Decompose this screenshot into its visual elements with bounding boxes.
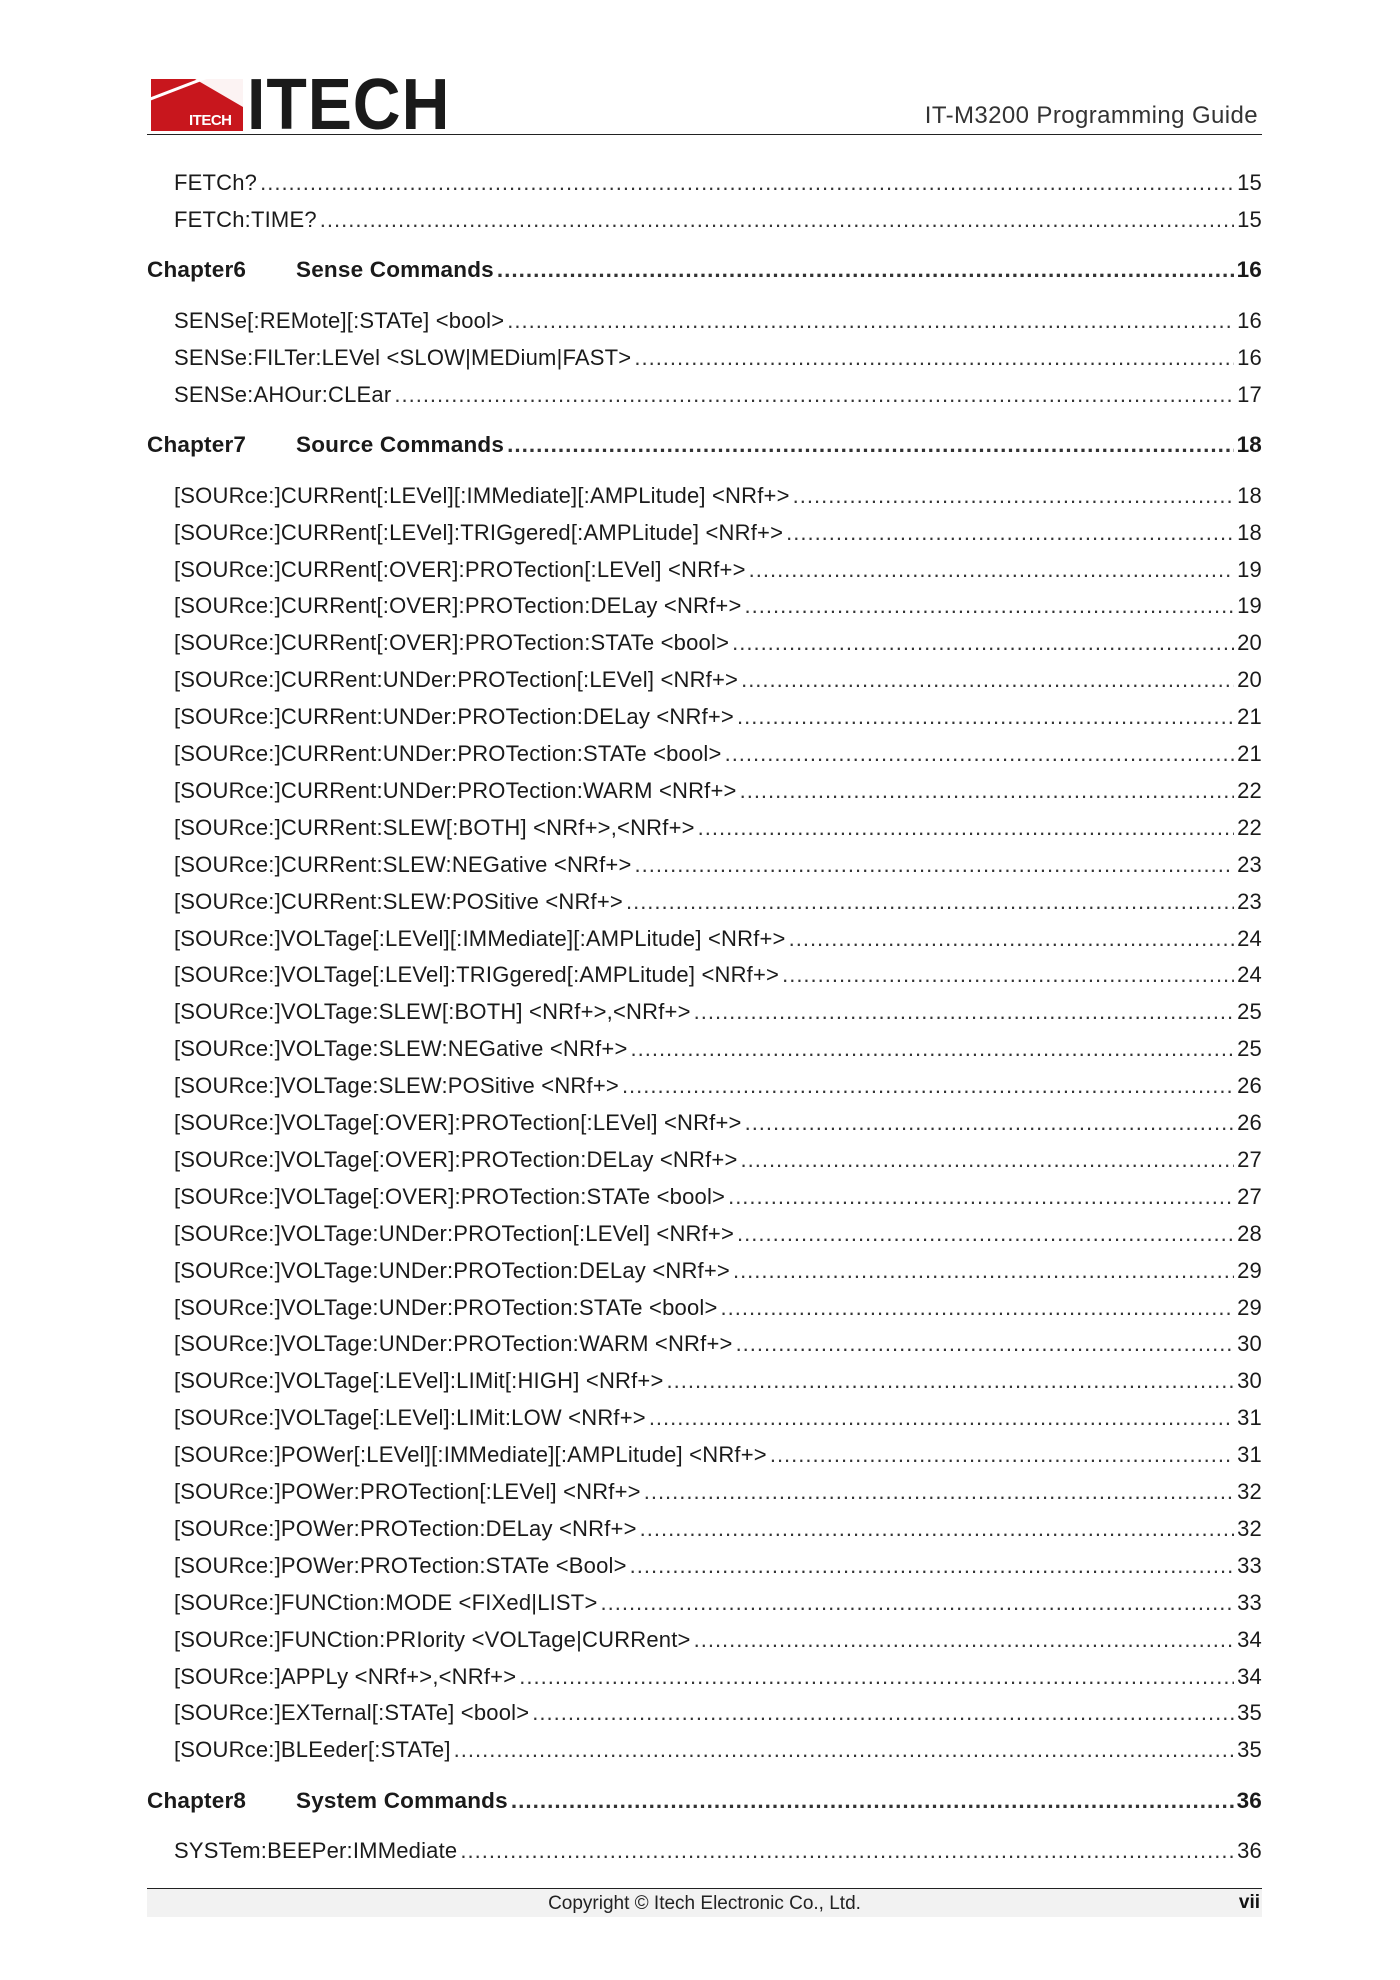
toc-entry-label: [SOURce:]CURRent:UNDer:PROTection[:LEVel] <NRf+> bbox=[174, 667, 739, 693]
toc-entry[interactable] bbox=[147, 999, 1262, 1025]
toc-entry[interactable] bbox=[147, 1838, 1262, 1864]
toc-page-number: 16 bbox=[1236, 257, 1262, 283]
toc-entry-label: [SOURce:]CURRent[:OVER]:PROTection:DELay <NRf+> bbox=[174, 593, 742, 619]
toc-page-number: 30 bbox=[1237, 1331, 1262, 1357]
toc-dot-leader bbox=[725, 741, 1235, 767]
toc-page-number: 27 bbox=[1237, 1183, 1262, 1209]
toc-page-number: 26 bbox=[1237, 1110, 1262, 1135]
toc-dot-leader bbox=[649, 1405, 1234, 1431]
toc-page-number: 20 bbox=[1237, 630, 1262, 656]
toc-dot-leader bbox=[741, 1147, 1235, 1173]
toc-entry[interactable] bbox=[147, 1700, 1262, 1726]
toc-entry[interactable] bbox=[147, 382, 1262, 408]
toc-page-number: 32 bbox=[1237, 1479, 1262, 1504]
toc-dot-leader bbox=[460, 1838, 1234, 1864]
toc-entry[interactable] bbox=[147, 207, 1262, 233]
toc-dot-leader bbox=[667, 1368, 1235, 1394]
toc-entry-label: [SOURce:]VOLTage:UNDer:PROTection:STATe <bool> bbox=[174, 1294, 718, 1320]
toc-entry[interactable] bbox=[147, 815, 1262, 841]
toc-dot-leader bbox=[631, 1036, 1235, 1062]
toc-entry[interactable] bbox=[147, 1258, 1262, 1284]
toc-entry-label: [SOURce:]POWer:PROTection[:LEVel] <NRf+> bbox=[174, 1479, 641, 1504]
toc-page-number: 25 bbox=[1237, 999, 1262, 1025]
toc-dot-leader bbox=[622, 1073, 1234, 1099]
toc-dot-leader bbox=[640, 1516, 1234, 1542]
toc-entry[interactable] bbox=[147, 483, 1262, 509]
toc-entry[interactable] bbox=[147, 1221, 1262, 1247]
toc-entry[interactable] bbox=[147, 1553, 1262, 1579]
toc-dot-leader bbox=[745, 593, 1235, 619]
toc-dot-leader bbox=[782, 962, 1234, 988]
toc-dot-leader bbox=[749, 557, 1235, 583]
toc-page-number: 23 bbox=[1237, 851, 1262, 877]
toc-dot-leader bbox=[721, 1295, 1235, 1321]
toc-dot-leader bbox=[394, 382, 1234, 408]
toc-page-number: 33 bbox=[1237, 1589, 1262, 1615]
toc-page-number: 36 bbox=[1236, 1787, 1262, 1813]
toc-entry[interactable] bbox=[147, 1184, 1262, 1210]
toc-entry-label: [SOURce:]FUNCtion:PRIority <VOLTage|CURRent> bbox=[174, 1626, 691, 1652]
toc-chapter-entry[interactable] bbox=[147, 257, 1262, 283]
toc-dot-leader bbox=[635, 852, 1235, 878]
toc-page-number: 18 bbox=[1237, 482, 1262, 508]
toc-dot-leader bbox=[789, 926, 1235, 952]
toc-dot-leader bbox=[507, 432, 1234, 458]
toc-entry[interactable] bbox=[147, 1737, 1262, 1763]
toc-dot-leader bbox=[634, 345, 1234, 371]
toc-dot-leader bbox=[793, 483, 1234, 509]
toc-entry-label: [SOURce:]VOLTage[:OVER]:PROTection[:LEVel] <NRf+> bbox=[174, 1110, 742, 1135]
toc-entry[interactable] bbox=[147, 1590, 1262, 1616]
toc-entry-label bbox=[147, 432, 504, 458]
document-title: IT-M3200 Programming Guide bbox=[924, 102, 1258, 129]
toc-entry-label: SENSe:FILTer:LEVel <SLOW|MEDium|FAST> bbox=[174, 344, 632, 370]
toc-entry[interactable] bbox=[147, 1036, 1262, 1062]
toc-entry[interactable] bbox=[147, 1110, 1262, 1136]
toc-page-number: 35 bbox=[1237, 1737, 1262, 1763]
toc-page-number: 26 bbox=[1237, 1073, 1262, 1099]
toc-entry-label: [SOURce:]CURRent:UNDer:PROTection:WARM <NRf+> bbox=[174, 777, 737, 803]
toc-dot-leader bbox=[320, 207, 1234, 233]
toc-entry-label: [SOURce:]VOLTage[:LEVel]:LIMit[:HIGH] <NRf+> bbox=[174, 1368, 664, 1394]
toc-dot-leader bbox=[644, 1479, 1234, 1505]
toc-page-number: 34 bbox=[1237, 1663, 1262, 1689]
toc-page-number: 22 bbox=[1237, 777, 1262, 803]
toc-entry-label: [SOURce:]CURRent:UNDer:PROTection:STATe <bool> bbox=[174, 741, 722, 766]
toc-page-number: 16 bbox=[1237, 344, 1262, 370]
toc-entry-label: [SOURce:]POWer:PROTection:STATe <Bool> bbox=[174, 1552, 627, 1578]
toc-page-number: 32 bbox=[1237, 1515, 1262, 1541]
toc-entry[interactable] bbox=[147, 630, 1262, 656]
toc-entry[interactable] bbox=[147, 962, 1262, 988]
toc-entry[interactable] bbox=[147, 889, 1262, 915]
toc-dot-leader bbox=[519, 1664, 1234, 1690]
toc-entry-label: [SOURce:]VOLTage[:LEVel][:IMMediate][:AMPLitude] <NRf+> bbox=[174, 925, 786, 951]
toc-dot-leader bbox=[532, 1700, 1234, 1726]
toc-entry-label: [SOURce:]VOLTage[:LEVel]:TRIGgered[:AMPLitude] <NRf+> bbox=[174, 962, 780, 988]
toc-entry[interactable] bbox=[147, 170, 1262, 196]
toc-entry[interactable] bbox=[147, 1295, 1262, 1321]
toc-page-number: 24 bbox=[1237, 962, 1262, 988]
toc-entry[interactable] bbox=[147, 1405, 1262, 1431]
toc-page-number: 34 bbox=[1237, 1626, 1262, 1652]
toc-entry-label: [SOURce:]CURRent[:LEVel]:TRIGgered[:AMPLitude] <NRf+> bbox=[174, 519, 784, 545]
toc-chapter-number: Chapter6 bbox=[147, 257, 247, 283]
toc-entry-label: SYSTem:BEEPer:IMMediate bbox=[174, 1838, 458, 1864]
toc-entry-label: FETCh? bbox=[174, 170, 258, 195]
toc-page-number: 17 bbox=[1237, 381, 1262, 407]
toc-entry[interactable] bbox=[147, 778, 1262, 804]
toc-entry-label: [SOURce:]VOLTage:UNDer:PROTection[:LEVel] <NRf+> bbox=[174, 1220, 735, 1246]
toc-page-number: 20 bbox=[1237, 667, 1262, 693]
toc-entry-label: FETCh:TIME? bbox=[174, 206, 317, 232]
toc-page-number: 15 bbox=[1237, 206, 1262, 232]
toc-chapter-title: Source Commands bbox=[296, 432, 505, 458]
page-footer bbox=[147, 1888, 1262, 1917]
toc-page-number: 16 bbox=[1237, 307, 1262, 333]
toc-entry-label: [SOURce:]VOLTage:UNDer:PROTection:DELay <NRf+> bbox=[174, 1257, 730, 1283]
toc-dot-leader bbox=[626, 889, 1234, 915]
toc-page-number: 36 bbox=[1237, 1838, 1262, 1864]
toc-dot-leader bbox=[786, 520, 1234, 546]
toc-dot-leader bbox=[737, 704, 1234, 730]
toc-dot-leader bbox=[770, 1442, 1234, 1468]
toc-dot-leader bbox=[698, 815, 1234, 841]
toc-dot-leader bbox=[737, 1221, 1234, 1247]
toc-page-number: 24 bbox=[1237, 925, 1262, 951]
toc-entry[interactable] bbox=[147, 593, 1262, 619]
toc-chapter-title: System Commands bbox=[296, 1787, 508, 1813]
toc-page-number: 28 bbox=[1237, 1220, 1262, 1246]
toc-page-number: 33 bbox=[1237, 1552, 1262, 1578]
toc-page-number: 27 bbox=[1237, 1146, 1262, 1172]
toc-entry-label: [SOURce:]CURRent:UNDer:PROTection:DELay <NRf+> bbox=[174, 704, 734, 730]
toc-page-number: 19 bbox=[1237, 593, 1262, 619]
toc-entry-label: [SOURce:]VOLTage:UNDer:PROTection:WARM <NRf+> bbox=[174, 1331, 733, 1357]
logo-small-text: ITECH bbox=[189, 112, 232, 129]
toc-entry-label: SENSe:AHOur:CLEar bbox=[174, 381, 392, 407]
toc-entry[interactable] bbox=[147, 926, 1262, 952]
toc-entry[interactable] bbox=[147, 667, 1262, 693]
toc-dot-leader bbox=[740, 778, 1235, 804]
toc-entry[interactable] bbox=[147, 852, 1262, 878]
toc-page-number: 35 bbox=[1237, 1700, 1262, 1726]
toc-page-number: 23 bbox=[1237, 888, 1262, 914]
toc-entry-label: [SOURce:]POWer[:LEVel][:IMMediate][:AMPLitude] <NRf+> bbox=[174, 1442, 767, 1468]
toc-dot-leader bbox=[728, 1184, 1234, 1210]
toc-entry-label: [SOURce:]VOLTage[:OVER]:PROTection:DELay <NRf+> bbox=[174, 1146, 738, 1172]
toc-entry-label: [SOURce:]CURRent[:LEVel][:IMMediate][:AMPLitude] <NRf+> bbox=[174, 482, 790, 508]
toc-entry-label: [SOURce:]APPLy <NRf+>,<NRf+> bbox=[174, 1663, 517, 1689]
toc-page-number: 29 bbox=[1237, 1257, 1262, 1283]
toc-entry[interactable] bbox=[147, 1368, 1262, 1394]
toc-dot-leader bbox=[497, 257, 1234, 283]
toc-entry[interactable] bbox=[147, 1442, 1262, 1468]
page-header bbox=[147, 65, 1262, 145]
toc-entry-label: [SOURce:]BLEeder[:STATe] bbox=[174, 1737, 451, 1763]
toc-dot-leader bbox=[507, 308, 1234, 334]
toc-entry[interactable] bbox=[147, 1479, 1262, 1505]
toc-entry-label: [SOURce:]CURRent:SLEW:POSitive <NRf+> bbox=[174, 888, 623, 914]
toc-page-number: 21 bbox=[1237, 741, 1262, 766]
toc-entry-label: [SOURce:]POWer:PROTection:DELay <NRf+> bbox=[174, 1515, 637, 1541]
toc-entry[interactable] bbox=[147, 308, 1262, 334]
toc-dot-leader bbox=[601, 1590, 1235, 1616]
toc-entry-label: [SOURce:]VOLTage[:OVER]:PROTection:STATe <bool> bbox=[174, 1183, 726, 1209]
toc-entry[interactable] bbox=[147, 1073, 1262, 1099]
toc-dot-leader bbox=[260, 170, 1234, 196]
toc-entry-label: [SOURce:]CURRent[:OVER]:PROTection[:LEVel] <NRf+> bbox=[174, 556, 746, 582]
toc-entry[interactable] bbox=[147, 557, 1262, 583]
toc-chapter-number: Chapter8 bbox=[147, 1787, 247, 1813]
toc-dot-leader bbox=[745, 1110, 1235, 1136]
toc-page-number: 18 bbox=[1237, 519, 1262, 545]
toc-entry-label: [SOURce:]VOLTage:SLEW:POSitive <NRf+> bbox=[174, 1073, 619, 1099]
toc-entry-label: [SOURce:]CURRent[:OVER]:PROTection:STATe <bool> bbox=[174, 630, 730, 656]
toc-page-number: 19 bbox=[1237, 556, 1262, 582]
toc-dot-leader bbox=[736, 1331, 1235, 1357]
toc-page-number: 31 bbox=[1237, 1405, 1262, 1431]
toc-page-number: 29 bbox=[1237, 1294, 1262, 1320]
toc-entry-label: SENSe[:REMote][:STATe] <bool> bbox=[174, 307, 505, 333]
toc-entry[interactable] bbox=[147, 1516, 1262, 1542]
toc-dot-leader bbox=[733, 1258, 1234, 1284]
toc-page-number: 18 bbox=[1236, 432, 1262, 458]
toc-dot-leader bbox=[511, 1788, 1234, 1814]
toc-entry[interactable] bbox=[147, 1147, 1262, 1173]
itech-logo-mark-icon bbox=[151, 79, 243, 131]
toc-entry[interactable] bbox=[147, 741, 1262, 767]
toc-entry-label bbox=[147, 1788, 508, 1814]
toc-entry[interactable] bbox=[147, 1331, 1262, 1357]
toc-dot-leader bbox=[732, 630, 1234, 656]
toc-dot-leader bbox=[694, 1627, 1235, 1653]
toc-entry-label: [SOURce:]VOLTage[:LEVel]:LIMit:LOW <NRf+> bbox=[174, 1405, 646, 1431]
toc-entry[interactable] bbox=[147, 1664, 1262, 1690]
toc-chapter-entry[interactable] bbox=[147, 1788, 1262, 1814]
toc-dot-leader bbox=[630, 1553, 1234, 1579]
toc-chapter-number: Chapter7 bbox=[147, 432, 247, 458]
toc-entry[interactable] bbox=[147, 1627, 1262, 1653]
toc-dot-leader bbox=[694, 999, 1235, 1025]
toc-page-number: 25 bbox=[1237, 1036, 1262, 1062]
toc-entry-label: [SOURce:]CURRent:SLEW[:BOTH] <NRf+>,<NRf+> bbox=[174, 814, 695, 840]
toc-entry[interactable] bbox=[147, 520, 1262, 546]
toc-entry-label bbox=[147, 257, 494, 283]
toc-chapter-entry[interactable] bbox=[147, 432, 1262, 458]
toc-entry-label: [SOURce:]EXTernal[:STATe] <bool> bbox=[174, 1700, 530, 1726]
toc-entry-label: [SOURce:]FUNCtion:MODE <FIXed|LIST> bbox=[174, 1589, 598, 1615]
toc-dot-leader bbox=[454, 1737, 1234, 1763]
toc-entry-label: [SOURce:]VOLTage:SLEW[:BOTH] <NRf+>,<NRf+> bbox=[174, 999, 691, 1025]
logo-wordmark: ITECH bbox=[247, 65, 451, 145]
toc-dot-leader bbox=[741, 667, 1234, 693]
toc-page-number: 21 bbox=[1237, 704, 1262, 730]
toc-entry[interactable] bbox=[147, 704, 1262, 730]
toc-chapter-title: Sense Commands bbox=[296, 257, 494, 283]
toc-page-number: 15 bbox=[1237, 170, 1262, 195]
toc-page-number: 30 bbox=[1237, 1368, 1262, 1394]
toc-page-number: 31 bbox=[1237, 1442, 1262, 1468]
page-number: vii bbox=[1238, 1892, 1260, 1913]
copyright-text: Copyright © Itech Electronic Co., Ltd. bbox=[548, 1893, 861, 1914]
toc-entry-label: [SOURce:]VOLTage:SLEW:NEGative <NRf+> bbox=[174, 1036, 628, 1062]
itech-logo bbox=[151, 65, 468, 145]
toc-page-number: 22 bbox=[1237, 814, 1262, 840]
toc-entry[interactable] bbox=[147, 345, 1262, 371]
toc-entry-label: [SOURce:]CURRent:SLEW:NEGative <NRf+> bbox=[174, 851, 632, 877]
